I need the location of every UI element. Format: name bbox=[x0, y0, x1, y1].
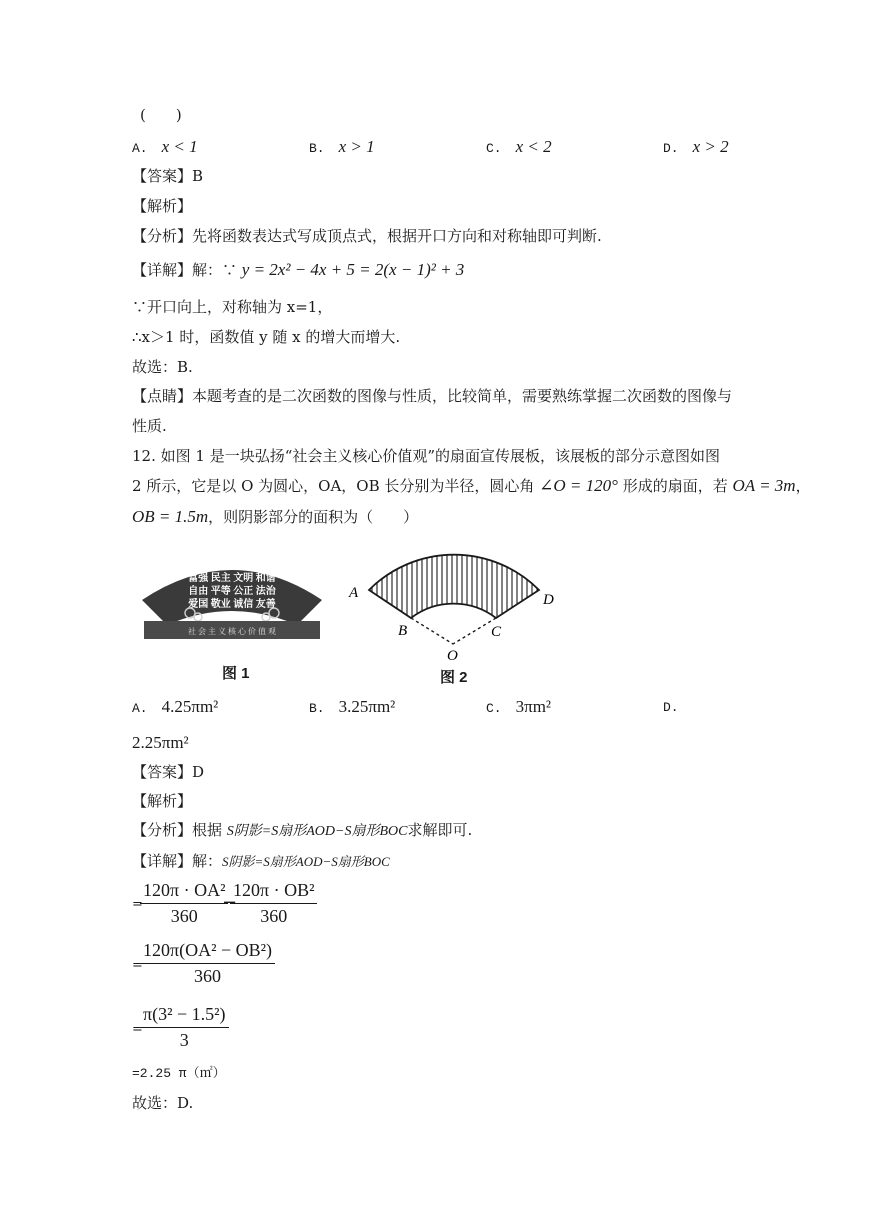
eq2-fraction: $\frac{\text{120π(OA² − OB²)}}{360}$ bbox=[140, 940, 275, 987]
point-label-o: O bbox=[447, 648, 458, 662]
q11-option-d: D. x > 2 bbox=[663, 137, 729, 156]
q12-stem-line1: 12. 如图 1 是一块弘扬“社会主义核心价值观”的扇面宣传展板，该展板的部分示意图如图 bbox=[132, 447, 721, 465]
q11-option-a: A. x < 1 bbox=[132, 137, 198, 156]
figure-2-caption: 图 2 bbox=[440, 669, 468, 686]
figure-1-fan-board bbox=[132, 545, 332, 657]
radius-oc-dashed bbox=[453, 618, 496, 644]
q12-stem-line3: OB = 1.5m，则阴影部分的面积为（ ） bbox=[132, 507, 419, 526]
fan-board-row-3: 爱国 敬业 诚信 友善 bbox=[188, 599, 276, 610]
fan-board-row-1: 富强 民主 文明 和谐 bbox=[188, 573, 276, 584]
q11-comment-line1: 【点睛】本题考查的是二次函数的图像与性质，比较简单，需要熟练掌握二次函数的图像与 bbox=[132, 387, 733, 405]
q12-result: =2.25 π（㎡） bbox=[132, 1066, 226, 1081]
oa-length: OA = 3m bbox=[732, 476, 796, 495]
q12-detail: 【详解】解：S阴影=S扇形AOD−S扇形BOC bbox=[132, 852, 390, 870]
q11-option-b: B. x > 1 bbox=[309, 137, 375, 156]
point-label-d: D bbox=[543, 592, 554, 608]
eq1-fraction-1: $\frac{\text{120π · OA²}}{360}$ bbox=[140, 880, 228, 927]
angle-o: ∠O = 120° bbox=[539, 476, 618, 495]
q11-paren: ( ) bbox=[140, 106, 182, 124]
point-label-a: A bbox=[349, 585, 359, 601]
q12-option-b: B. 3.25πm² bbox=[309, 697, 396, 716]
q11-answer: 【答案】B bbox=[132, 167, 204, 185]
area-formula-detail: S阴影=S扇形AOD−S扇形BOC bbox=[222, 854, 390, 869]
q12-stem-line2: 2 所示，它是以 O 为圆心，OA，OB 长分别为半径，圆心角 ∠O = 120° 形成的扇面，若 OA = 3m， bbox=[132, 476, 811, 495]
fan-board-base-text: 社 会 主 义 核 心 价 值 观 bbox=[188, 627, 276, 636]
q11-detail bbox=[132, 260, 464, 280]
q12-option-d-value: 2.25πm² bbox=[132, 733, 189, 752]
area-formula: S阴影=S扇形AOD−S扇形BOC bbox=[226, 824, 408, 839]
shaded-region bbox=[369, 555, 539, 618]
q11-jiexi: 【解析】 bbox=[132, 197, 193, 215]
q11-choose: 故选：B. bbox=[132, 358, 193, 376]
q11-detail-prefix: 【详解】解：∵ bbox=[132, 261, 242, 279]
ob-length: OB = 1.5m bbox=[132, 507, 209, 526]
q12-answer: 【答案】D bbox=[132, 763, 205, 781]
q11-option-c: C. x < 2 bbox=[486, 137, 552, 156]
point-label-b: B bbox=[398, 623, 408, 639]
q11-fenxi: 【分析】先将函数表达式写成顶点式，根据开口方向和对称轴即可判断. bbox=[132, 227, 602, 245]
figure-1-caption: 图 1 bbox=[222, 665, 250, 682]
eq1-operator: − bbox=[222, 892, 238, 913]
q12-choose: 故选：D. bbox=[132, 1094, 194, 1112]
eq3-fraction: $\frac{\text{π(3² − 1.5²)}}{3}$ bbox=[140, 1004, 229, 1051]
q12-fenxi: 【分析】根据 S阴影=S扇形AOD−S扇形BOC求解即可. bbox=[132, 821, 473, 839]
figure-2-sector-diagram bbox=[345, 540, 575, 662]
q12-jiexi: 【解析】 bbox=[132, 792, 193, 810]
q11-comment-line2: 性质. bbox=[132, 417, 167, 435]
eq3-prefix: = bbox=[132, 1022, 143, 1037]
q11-step1: ∵开口向上，对称轴为 x=1， bbox=[132, 298, 333, 316]
eq1-fraction-2: $\frac{\text{120π · OB²}}{360}$ bbox=[230, 880, 317, 927]
q11-detail-equation: y = 2x² − 4x + 5 = 2(x − 1)² + 3 bbox=[241, 260, 465, 279]
q12-option-c: C. 3πm² bbox=[486, 697, 552, 716]
q11-step2: ∴x＞1 时，函数值 y 随 x 的增大而增大. bbox=[132, 328, 401, 346]
point-label-c: C bbox=[491, 624, 502, 640]
q12-option-d-label: D. bbox=[663, 700, 679, 715]
radius-ob-dashed bbox=[411, 618, 453, 644]
fan-board-row-2: 自由 平等 公正 法治 bbox=[188, 586, 276, 597]
eq1-prefix: = bbox=[132, 897, 143, 912]
q12-option-a: A. 4.25πm² bbox=[132, 697, 219, 716]
eq2-prefix: = bbox=[132, 958, 143, 973]
